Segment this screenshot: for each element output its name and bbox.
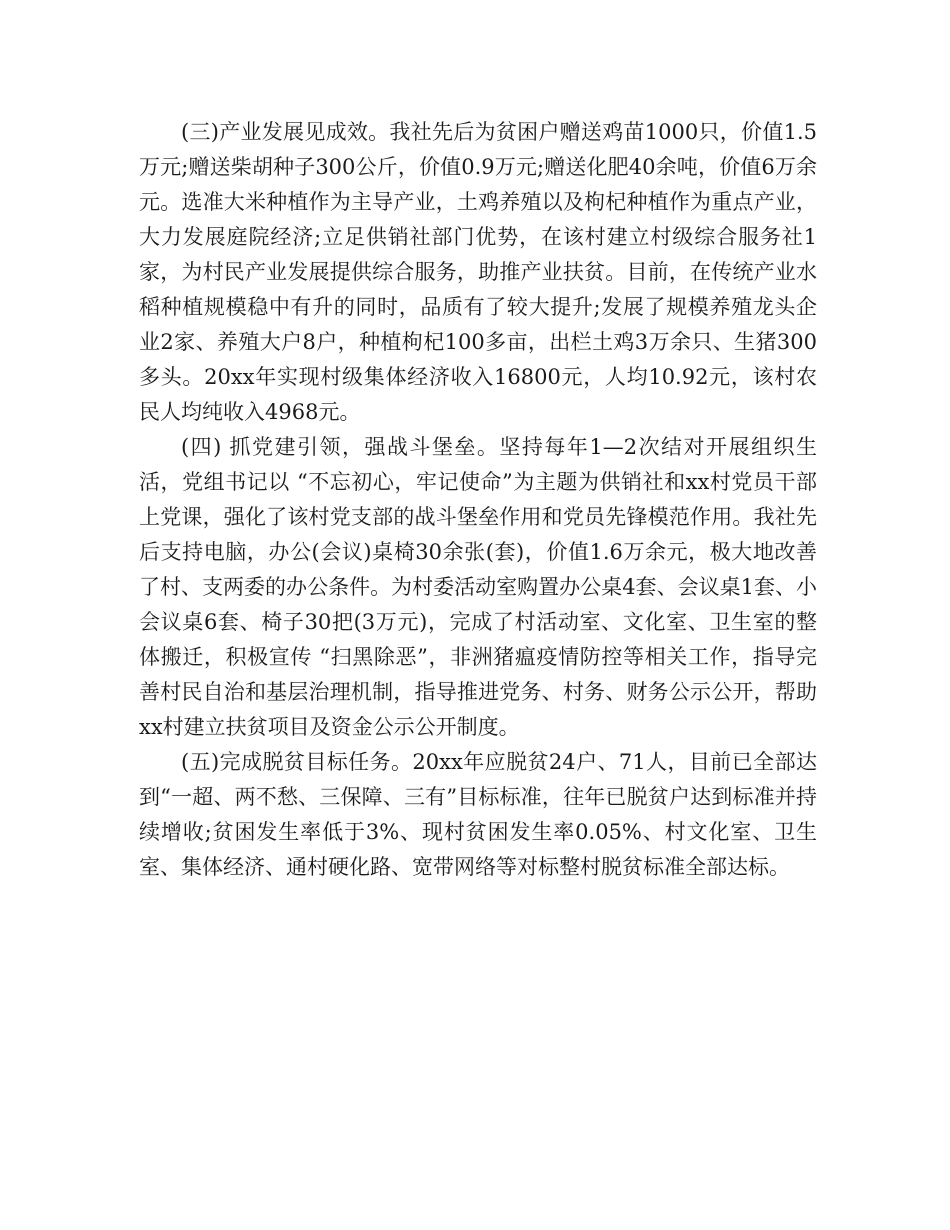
paragraph-party-building: (四) 抓党建引领，强战斗堡垒。坚持每年1—2次结对开展组织生活，党组书记以 “不忘初心，牢记使命”为主题为供销社和xx村党员干部上党课，强化了该村党支部的战斗堡垒作用和党员先锋模范作用。我社先后支持电脑，办公(会议)桌椅30余张(套)，价值1.6万余元，极大地改善了村、支两委的办公条件。为村委活动室购置办公桌4套、会议桌1套、小会议桌6套、椅子30把(3万元)，完成了村活动室、文化室、卫生室的整体搬迁，积极宣传 “扫黑除恶”，非洲猪瘟疫情防控等相关工作，指导完善村民自治和基层治理机制，指导推进党务、村务、财务公示公开，帮助xx村建立扶贫项目及资金公示公开制度。	[139, 435, 817, 739]
paragraph-poverty-goal: (五)完成脱贫目标任务。20xx年应脱贫24户、71人，目前已全部达到“一超、两不愁、三保障、三有”目标标准，往年已脱贫户达到标准并持续增收;贫困发生率低于3%、现村贫困发生率0.05%、村文化室、卫生室、集体经济、通村硬化路、宽带网络等对标整村脱贫标准全部达标。	[139, 750, 817, 879]
document-body	[139, 115, 817, 885]
paragraph-industry-development: (三)产业发展见成效。我社先后为贫困户赠送鸡苗1000只，价值1.5万元;赠送柴胡种子300公斤，价值0.9万元;赠送化肥40余吨，价值6万余元。选准大米种植作为主导产业，土鸡养殖以及枸杞种植作为重点产业，大力发展庭院经济;立足供销社部门优势，在该村建立村级综合服务社1家，为村民产业发展提供综合服务，助推产业扶贫。目前，在传统产业水稻种植规模稳中有升的同时，品质有了较大提升;发展了规模养殖龙头企业2家、养殖大户8户，种植枸杞100多亩，出栏土鸡3万余只、生猪300多头。20xx年实现村级集体经济收入16800元，人均10.92元，该村农民人均纯收入4968元。	[139, 120, 817, 424]
